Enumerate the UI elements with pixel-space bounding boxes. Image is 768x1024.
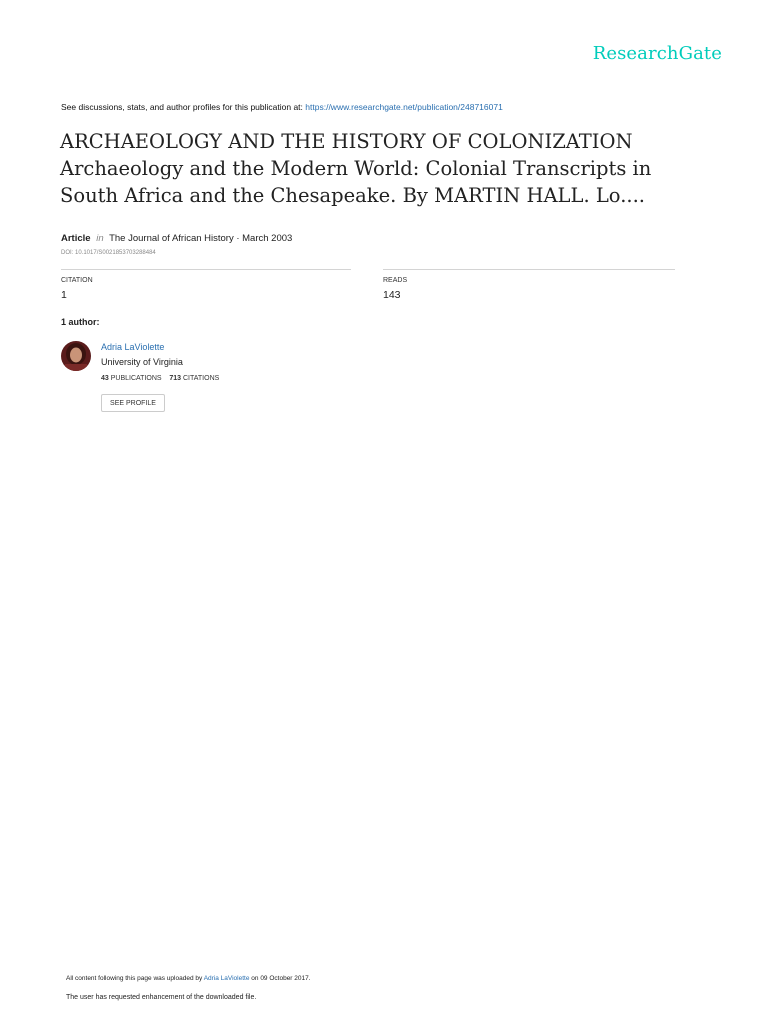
author-citations-label: CITATIONS xyxy=(183,375,220,382)
enhancement-notice: The user has requested enhancement of the downloaded file. xyxy=(66,994,257,1001)
citation-count: 1 xyxy=(61,289,67,301)
see-profile-button[interactable]: SEE PROFILE xyxy=(101,394,165,412)
publication-type: Article xyxy=(61,233,91,244)
author-citations-count: 713 xyxy=(169,375,182,382)
doi: DOI: 10.1017/S0021853703288484 xyxy=(61,250,156,256)
author-stats xyxy=(101,375,219,382)
reads-label: READS xyxy=(383,277,408,284)
see-discussions-text: See discussions, stats, and author profiles for this publication at: xyxy=(61,102,303,112)
publication-title xyxy=(60,128,700,209)
author-publications-count: 43 xyxy=(101,375,109,382)
avatar-image xyxy=(61,341,91,371)
upload-notice xyxy=(66,975,311,982)
publication-url-link[interactable]: https://www.researchgate.net/publication/248716071 xyxy=(305,102,503,112)
title-line-2: Archaeology and the Modern World: Colonial Transcripts in xyxy=(60,157,652,180)
journal-name: The Journal of African History · March 2003 xyxy=(109,233,293,244)
title-line-1: ARCHAEOLOGY AND THE HISTORY OF COLONIZATION xyxy=(60,130,633,153)
title-line-3: South Africa and the Chesapeake. By MARTIN HALL. Lo.... xyxy=(60,184,645,207)
authors-heading: 1 author: xyxy=(61,317,100,327)
author-institution: University of Virginia xyxy=(101,357,183,367)
upload-notice-suffix: on 09 October 2017. xyxy=(251,975,311,982)
reads-divider xyxy=(383,269,675,270)
author-name-link[interactable]: Adria LaViolette xyxy=(101,342,165,352)
citation-label: CITATION xyxy=(61,277,93,284)
citation-divider xyxy=(61,269,351,270)
upload-notice-prefix: All content following this page was uploaded by xyxy=(66,975,203,982)
in-label: in xyxy=(96,233,104,244)
publication-meta xyxy=(61,233,292,244)
researchgate-logo[interactable]: ResearchGate xyxy=(592,43,722,64)
author-publications-label: PUBLICATIONS xyxy=(110,375,162,382)
uploader-link[interactable]: Adria LaViolette xyxy=(203,975,250,982)
publication-link-line xyxy=(61,102,503,112)
author-avatar[interactable] xyxy=(61,341,91,371)
reads-count: 143 xyxy=(383,289,401,301)
